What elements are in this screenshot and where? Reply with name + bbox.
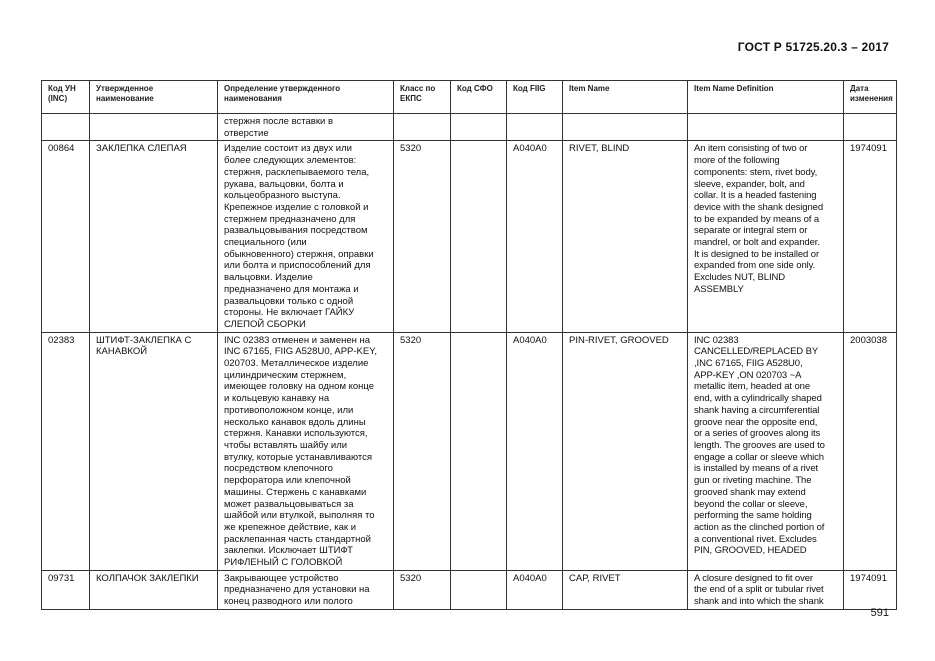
page-number: 591 — [870, 607, 889, 619]
table-row — [42, 570, 897, 609]
cell-approved-name: КОЛПАЧОК ЗАКЛЕПКИ — [90, 570, 218, 609]
table-row — [42, 332, 897, 570]
col-header-definition: Определение утвержденного наименования — [218, 81, 394, 114]
col-header-inc: Код УН (INC) — [42, 81, 90, 114]
cell-fiig-code: A040A0 — [507, 332, 563, 570]
cell-inc: 09731 — [42, 570, 90, 609]
cell-ekps-class: 5320 — [394, 141, 451, 332]
cell-fiig-code: A040A0 — [507, 570, 563, 609]
cell-approved-name: ШТИФТ-ЗАКЛЕПКА С КАНАВКОЙ — [90, 332, 218, 570]
cell-item-name — [563, 114, 688, 141]
table-row — [42, 114, 897, 141]
cell-sfo-code — [451, 332, 507, 570]
table-header-row — [42, 81, 897, 114]
cell-change-date: 2003038 — [844, 332, 897, 570]
cell-ekps-class: 5320 — [394, 332, 451, 570]
cell-inc — [42, 114, 90, 141]
col-header-change-date: Дата изменения — [844, 81, 897, 114]
cell-sfo-code — [451, 570, 507, 609]
cell-fiig-code: A040A0 — [507, 141, 563, 332]
col-header-item-definition: Item Name Definition — [688, 81, 844, 114]
cell-item-definition: INC 02383 CANCELLED/REPLACED BY ,INC 67165, FIIG A528U0, APP-KEY ,ON 020703 ~A metallic item, headed at one end, with a cylindrically shaped shank having a circumferential groove near the opposite end, or a series of grooves along its length. The grooves are used to engage a collar or sleeve which is installed by means of a rivet gun or riveting machine. The grooved shank may extend beyond the collar or sleeve, performing the same holding action as the clinched portion of a conventional rivet. Excludes PIN, GROOVED, HEADED — [688, 332, 844, 570]
cell-change-date — [844, 114, 897, 141]
col-header-fiig-code: Код FIIG — [507, 81, 563, 114]
cell-definition: стержня после вставки в отверстие — [218, 114, 394, 141]
cell-item-name: CAP, RIVET — [563, 570, 688, 609]
cell-approved-name — [90, 114, 218, 141]
cell-definition: INC 02383 отменен и заменен на INC 67165, FIIG A528U0, APP-KEY, 020703. Металлическое изделие цилиндрическим стержнем, имеющее головку на одном конце и кольцевую канавку на противоположном конце, или несколько канавок вдоль длины стержня. Канавки используются, чтобы вставлять шайбу или втулку, которые устанавливаются посредством клепочного перфоратора или клепочной машины. Стержень с канавками может развальцовываться за шайбой или втулкой, выполняя то же крепежное действие, как и расклепанная часть стандартной заклепки. Исключает ШТИФТ РИФЛЕНЫЙ С ГОЛОВКОЙ — [218, 332, 394, 570]
col-header-ekps-class: Класс по ЕКПС — [394, 81, 451, 114]
cell-item-definition: A closure designed to fit over the end of a split or tubular rivet shank and into which the shank — [688, 570, 844, 609]
cell-item-definition — [688, 114, 844, 141]
cell-change-date: 1974091 — [844, 570, 897, 609]
table-row — [42, 141, 897, 332]
col-header-sfo-code: Код СФО — [451, 81, 507, 114]
cell-ekps-class — [394, 114, 451, 141]
cell-item-definition: An item consisting of two or more of the following components: stem, rivet body, sleeve, expander, bolt, and collar. It is a headed fastening device with the shank designed to be expanded by means of a separate or integral stem or mandrel, or bolt and expander. It is designed to be installed or expanded from one side only. Excludes NUT, BLIND ASSEMBLY — [688, 141, 844, 332]
col-header-item-name: Item Name — [563, 81, 688, 114]
cell-item-name: PIN-RIVET, GROOVED — [563, 332, 688, 570]
cell-definition: Изделие состоит из двух или более следующих элементов: стержня, расклепываемого тела, рукава, вальцовки, болта и кольцеобразного выступа. Крепежное изделие с головкой и стержнем предназначено для развальцовывания посредством специального (или обыкновенного) стержня, оправки или болта и приспособлений для вальцовки. Изделие предназначено для монтажа и развальцовки только с одной стороны. Не включает ГАЙКУ СЛЕПОЙ СБОРКИ — [218, 141, 394, 332]
cell-inc: 02383 — [42, 332, 90, 570]
cell-inc: 00864 — [42, 141, 90, 332]
cell-change-date: 1974091 — [844, 141, 897, 332]
cell-approved-name: ЗАКЛЕПКА СЛЕПАЯ — [90, 141, 218, 332]
cell-definition: Закрывающее устройство предназначено для установки на конец разводного или полого — [218, 570, 394, 609]
cell-ekps-class: 5320 — [394, 570, 451, 609]
standard-code: ГОСТ Р 51725.20.3 – 2017 — [737, 40, 889, 54]
col-header-approved-name: Утвержденное наименование — [90, 81, 218, 114]
cell-sfo-code — [451, 141, 507, 332]
cell-fiig-code — [507, 114, 563, 141]
cell-sfo-code — [451, 114, 507, 141]
classification-table — [41, 80, 897, 610]
cell-item-name: RIVET, BLIND — [563, 141, 688, 332]
